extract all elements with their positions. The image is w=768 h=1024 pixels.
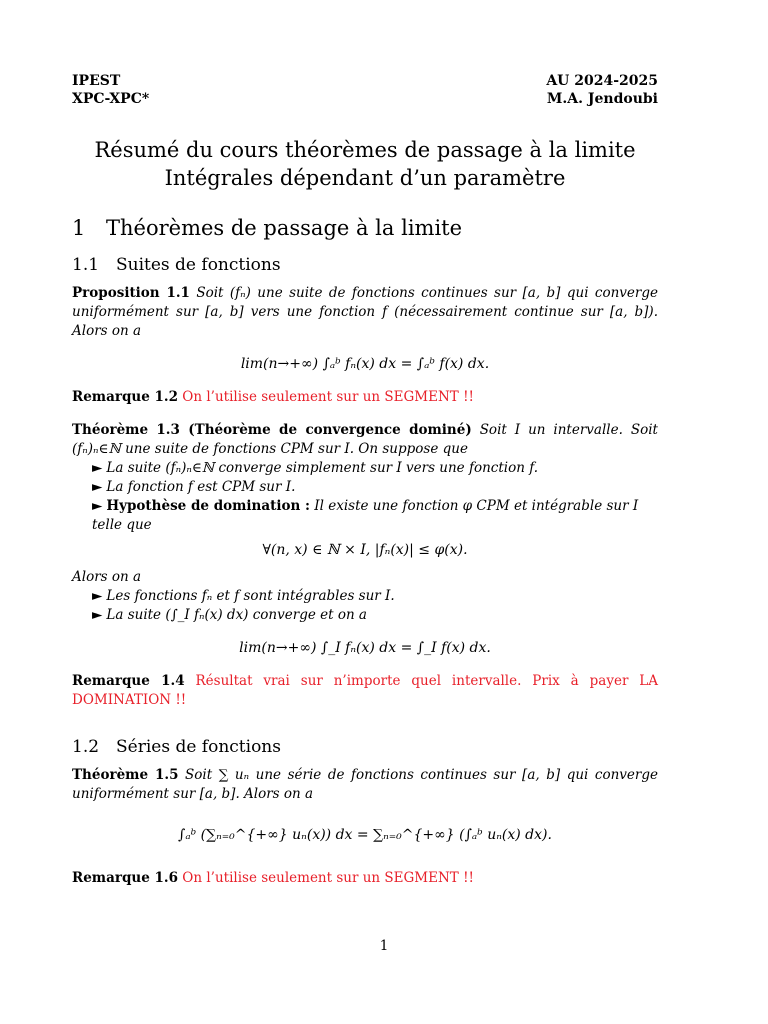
document-page [72, 72, 658, 888]
document-title [72, 136, 658, 192]
remark-label: Remarque 1.6 [72, 870, 178, 886]
theorem-text: Soit ∑ uₙ une série de fonctions continues sur [a, b] qui converge uniformément sur [a, b]. Alors on a [72, 767, 658, 802]
proposition-1-1 [72, 284, 658, 341]
bullet-text: La suite (fₙ)ₙ∈ℕ converge simplement sur I vers une fonction f. [106, 460, 539, 476]
bullet-item [72, 459, 658, 478]
theorem-conclusion-intro: Alors on a [72, 569, 142, 585]
page-header [72, 72, 658, 108]
section-number: 1 [72, 216, 86, 240]
bullet-item [72, 478, 658, 497]
theorem-label: Théorème 1.3 (Théorème de convergence dominé) [72, 422, 472, 438]
remark-1-4 [72, 672, 658, 710]
subsection-heading [72, 736, 658, 758]
header-year: AU 2024-2025 [546, 73, 658, 89]
remark-text: On l’utilise seulement sur un SEGMENT !! [182, 389, 474, 405]
remark-1-6 [72, 869, 658, 888]
remark-text: On l’utilise seulement sur un SEGMENT !! [182, 870, 474, 886]
proposition-label: Proposition 1.1 [72, 285, 190, 301]
remark-text: Résultat vrai sur n’importe quel intervalle. Prix à payer LA DOMINATION !! [72, 673, 659, 708]
page-number: 1 [379, 938, 389, 954]
bullet-item [72, 497, 658, 535]
bullet-triangle-icon: ► [92, 607, 103, 623]
bullet-triangle-icon: ► [92, 588, 103, 604]
proposition-text: Soit (fₙ) une suite de fonctions continues sur [a, b] qui converge uniformément sur [a, b] vers une fonction f (nécessairement continue sur [a, b]). Alors on a [72, 285, 659, 339]
bullet-text: Les fonctions fₙ et f sont intégrables sur I. [106, 588, 395, 604]
subsection-title: Suites de fonctions [116, 255, 281, 275]
section-title: Théorèmes de passage à la limite [106, 216, 463, 240]
subsection-title: Séries de fonctions [116, 737, 281, 757]
title-line-1: Résumé du cours théorèmes de passage à la limite [94, 138, 636, 162]
subsection-number: 1.1 [72, 255, 100, 275]
theorem-1-5 [72, 766, 658, 804]
bullet-text: La suite (∫_I fₙ(x) dx) converge et on a [106, 607, 367, 623]
theorem-1-3 [72, 421, 658, 459]
remark-1-2 [72, 388, 658, 407]
formula-domination: ∀(n, x) ∈ ℕ × I, |fₙ(x)| ≤ φ(x). [262, 542, 468, 558]
theorem-label: Théorème 1.5 [72, 767, 179, 783]
header-class: XPC-XPC* [72, 91, 150, 107]
bullet-label: Hypothèse de domination : [106, 498, 310, 514]
theorem-intro: Soit I un intervalle. Soit (fₙ)ₙ∈ℕ une suite de fonctions CPM sur I. On suppose que [72, 422, 658, 457]
bullet-triangle-icon: ► [92, 460, 103, 476]
section-heading [72, 214, 658, 242]
title-line-2: Intégrales dépendant d’un paramètre [164, 166, 566, 190]
subsection-number: 1.2 [72, 737, 100, 757]
formula-thm-1-3: lim(n→+∞) ∫_I fₙ(x) dx = ∫_I f(x) dx. [239, 640, 491, 656]
bullet-text: Il existe une fonction φ CPM et intégrable sur I telle que [92, 498, 639, 533]
formula-thm-1-5: ∫ₐᵇ (∑ₙ₌₀^{+∞} uₙ(x)) dx = ∑ₙ₌₀^{+∞} (∫ₐᵇ uₙ(x) dx). [178, 827, 552, 843]
remark-label: Remarque 1.4 [72, 673, 185, 689]
bullet-triangle-icon: ► [92, 479, 103, 495]
bullet-item [72, 587, 658, 606]
subsection-heading [72, 254, 658, 276]
bullet-text: La fonction f est CPM sur I. [106, 479, 296, 495]
remark-label: Remarque 1.2 [72, 389, 178, 405]
bullet-item [72, 606, 658, 625]
formula-prop-1-1: lim(n→+∞) ∫ₐᵇ fₙ(x) dx = ∫ₐᵇ f(x) dx. [240, 356, 490, 372]
bullet-triangle-icon: ► [92, 498, 103, 514]
header-institution: IPEST [72, 73, 121, 89]
header-author: M.A. Jendoubi [546, 91, 658, 107]
